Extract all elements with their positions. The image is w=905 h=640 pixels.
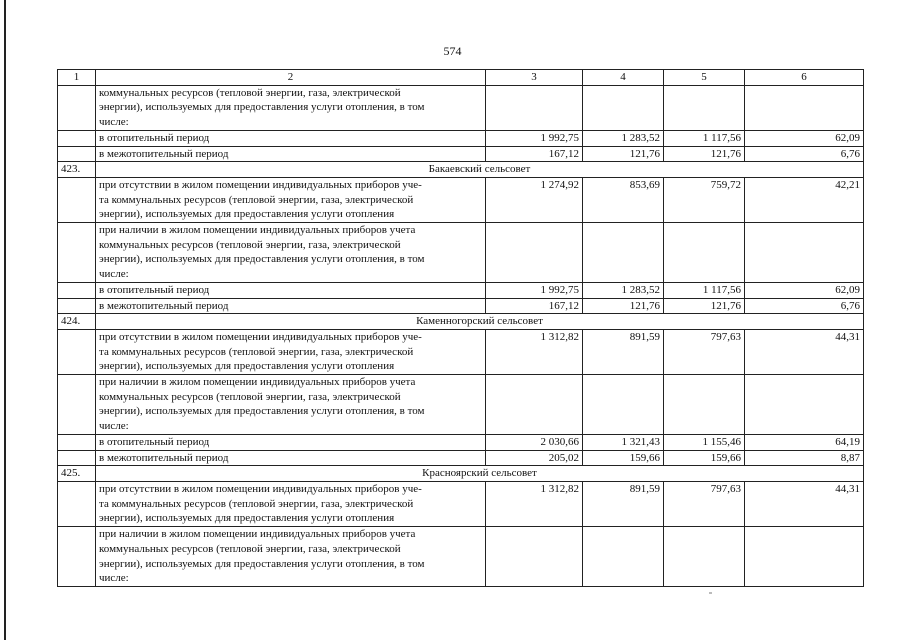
description-line: при наличии в жилом помещении индивидуальных приборов учета [99, 376, 416, 389]
table-row [58, 434, 864, 450]
row-number-cell [58, 481, 96, 526]
value-cell [583, 85, 664, 130]
value-cell: 853,69 [583, 177, 664, 222]
value-cell: 121,76 [583, 146, 664, 162]
value-cell: 1 992,75 [486, 130, 583, 146]
tariff-table [57, 69, 864, 587]
section-number: 425. [58, 466, 96, 482]
table-row [58, 329, 864, 374]
value-cell: 121,76 [664, 298, 745, 314]
table-row [58, 481, 864, 526]
table-row [58, 527, 864, 587]
value-cell: 62,09 [745, 282, 864, 298]
row-description [96, 177, 486, 222]
value-cell: 891,59 [583, 481, 664, 526]
value-cell: 2 030,66 [486, 434, 583, 450]
table-header-row [58, 70, 864, 86]
value-cell: 1 155,46 [664, 434, 745, 450]
description-line: коммунальных ресурсов (тепловой энергии, газа, электрической [99, 390, 401, 403]
table-row [58, 85, 864, 130]
column-header: 2 [96, 70, 486, 86]
row-number-cell [58, 146, 96, 162]
row-number-cell [58, 434, 96, 450]
row-number-cell [58, 85, 96, 130]
row-number-cell [58, 223, 96, 283]
row-description [96, 85, 486, 130]
row-number-cell [58, 177, 96, 222]
value-cell [486, 85, 583, 130]
scan-edge-line [4, 0, 6, 640]
description-line: коммунальных ресурсов (тепловой энергии, газа, электрической [99, 238, 401, 251]
section-number: 424. [58, 314, 96, 330]
value-cell: 8,87 [745, 450, 864, 466]
description-line: при наличии в жилом помещении индивидуальных приборов учета [99, 224, 416, 237]
description-line: коммунальных ресурсов (тепловой энергии, газа, электрической [99, 86, 401, 99]
value-cell: 891,59 [583, 329, 664, 374]
table-row [58, 282, 864, 298]
column-header: 4 [583, 70, 664, 86]
value-cell: 1 283,52 [583, 130, 664, 146]
value-cell: 1 321,43 [583, 434, 664, 450]
scan-speck [709, 592, 712, 594]
row-description: в отопительный период [96, 130, 486, 146]
value-cell [664, 527, 745, 587]
value-cell: 1 117,56 [664, 130, 745, 146]
value-cell: 44,31 [745, 481, 864, 526]
value-cell: 167,12 [486, 146, 583, 162]
value-cell [745, 375, 864, 435]
row-description: в отопительный период [96, 282, 486, 298]
description-line: энергии), используемых для предоставления услуги отопления, в том [99, 405, 425, 418]
value-cell [664, 223, 745, 283]
column-header: 6 [745, 70, 864, 86]
value-cell [664, 85, 745, 130]
description-line: та коммунальных ресурсов (тепловой энергии, газа, электрической [99, 345, 414, 358]
description-line: при отсутствии в жилом помещении индивидуальных приборов уче- [99, 178, 422, 191]
row-description [96, 527, 486, 587]
description-line: энергии), используемых для предоставления услуги отопления, в том [99, 101, 425, 114]
value-cell [745, 85, 864, 130]
description-line: та коммунальных ресурсов (тепловой энергии, газа, электрической [99, 497, 414, 510]
value-cell [745, 527, 864, 587]
table-row [58, 450, 864, 466]
description-line: при наличии в жилом помещении индивидуальных приборов учета [99, 528, 416, 541]
value-cell: 797,63 [664, 481, 745, 526]
column-header: 1 [58, 70, 96, 86]
value-cell: 1 117,56 [664, 282, 745, 298]
value-cell: 1 312,82 [486, 481, 583, 526]
value-cell: 64,19 [745, 434, 864, 450]
section-row [58, 162, 864, 178]
row-description [96, 375, 486, 435]
value-cell [664, 375, 745, 435]
table-row [58, 375, 864, 435]
table-row [58, 146, 864, 162]
row-description: в межотопительный период [96, 146, 486, 162]
table-row [58, 298, 864, 314]
value-cell: 62,09 [745, 130, 864, 146]
table-row [58, 130, 864, 146]
section-row [58, 314, 864, 330]
row-description [96, 223, 486, 283]
value-cell: 42,21 [745, 177, 864, 222]
row-number-cell [58, 375, 96, 435]
value-cell: 759,72 [664, 177, 745, 222]
value-cell: 6,76 [745, 298, 864, 314]
description-line: энергии), используемых для предоставления услуги отопления [99, 360, 395, 373]
description-line: коммунальных ресурсов (тепловой энергии, газа, электрической [99, 542, 401, 555]
description-line: та коммунальных ресурсов (тепловой энергии, газа, электрической [99, 193, 414, 206]
value-cell [486, 223, 583, 283]
value-cell: 44,31 [745, 329, 864, 374]
description-line: энергии), используемых для предоставления услуги отопления, в том [99, 557, 425, 570]
row-description: в межотопительный период [96, 298, 486, 314]
value-cell [583, 223, 664, 283]
value-cell [583, 375, 664, 435]
row-number-cell [58, 282, 96, 298]
description-line: энергии), используемых для предоставления услуги отопления [99, 208, 395, 221]
description-line: энергии), используемых для предоставления услуги отопления [99, 512, 395, 525]
description-line: при отсутствии в жилом помещении индивидуальных приборов уче- [99, 482, 422, 495]
page-number: 574 [443, 44, 462, 58]
row-number-cell [58, 527, 96, 587]
description-line: числе: [99, 572, 129, 585]
value-cell [486, 375, 583, 435]
row-description [96, 329, 486, 374]
table-row [58, 223, 864, 283]
value-cell [583, 527, 664, 587]
section-row [58, 466, 864, 482]
value-cell: 1 274,92 [486, 177, 583, 222]
value-cell: 1 992,75 [486, 282, 583, 298]
row-description: в отопительный период [96, 434, 486, 450]
row-description [96, 481, 486, 526]
description-line: числе: [99, 116, 129, 129]
description-line: числе: [99, 420, 129, 433]
value-cell: 797,63 [664, 329, 745, 374]
section-title: Бакаевский сельсовет [96, 162, 864, 178]
row-number-cell [58, 130, 96, 146]
table-row [58, 177, 864, 222]
value-cell [745, 223, 864, 283]
value-cell: 1 283,52 [583, 282, 664, 298]
description-line: энергии), используемых для предоставления услуги отопления, в том [99, 253, 425, 266]
value-cell [486, 527, 583, 587]
value-cell: 159,66 [583, 450, 664, 466]
value-cell: 205,02 [486, 450, 583, 466]
value-cell: 6,76 [745, 146, 864, 162]
row-number-cell [58, 329, 96, 374]
row-number-cell [58, 298, 96, 314]
row-description: в межотопительный период [96, 450, 486, 466]
value-cell: 167,12 [486, 298, 583, 314]
description-line: числе: [99, 268, 129, 281]
value-cell: 121,76 [583, 298, 664, 314]
column-header: 5 [664, 70, 745, 86]
value-cell: 159,66 [664, 450, 745, 466]
column-header: 3 [486, 70, 583, 86]
value-cell: 121,76 [664, 146, 745, 162]
value-cell: 1 312,82 [486, 329, 583, 374]
section-title: Красноярский сельсовет [96, 466, 864, 482]
section-title: Каменногорский сельсовет [96, 314, 864, 330]
description-line: при отсутствии в жилом помещении индивидуальных приборов уче- [99, 330, 422, 343]
section-number: 423. [58, 162, 96, 178]
row-number-cell [58, 450, 96, 466]
